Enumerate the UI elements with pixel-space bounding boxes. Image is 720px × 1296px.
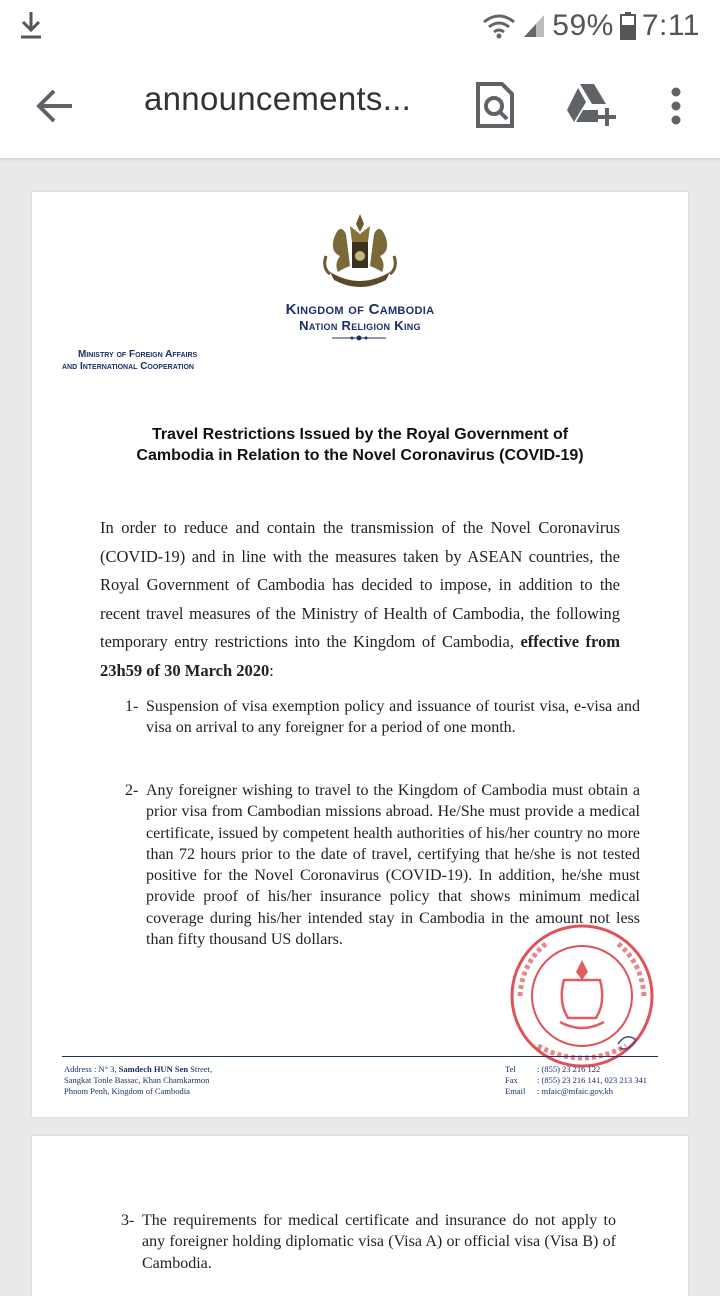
footer-contact [505, 1064, 647, 1097]
document-page-1 [32, 192, 688, 1117]
footer-divider [62, 1056, 658, 1057]
item-text: Suspension of visa exemption policy and issuance of tourist visa, e-visa and visa on arrival to any foreigner for a period of one month. [146, 698, 640, 737]
tel-value: : (855) 23 216 122 [537, 1064, 601, 1074]
item-text: The requirements for medical certificate and insurance do not apply to any foreigner holding diplomatic visa (Visa A) or official visa (Visa B) of Cambodia. [142, 1212, 616, 1272]
heading-line-1: Travel Restrictions Issued by the Royal Government of [151, 426, 569, 443]
battery-percent: 59% [552, 9, 614, 42]
intro-end: : [269, 660, 274, 680]
status-bar [0, 0, 720, 52]
heading-line-2: Cambodia in Relation to the Novel Coronavirus (COVID-19) [136, 447, 584, 464]
item-number: 3- [121, 1212, 135, 1229]
fax-label: Fax [505, 1075, 518, 1085]
document-page-2 [32, 1136, 688, 1296]
ministry-name [62, 349, 282, 373]
tel-label: Tel [505, 1064, 516, 1074]
email-value: : mfaic@mfaic.gov.kh [537, 1086, 613, 1096]
document-title: announcements... [144, 80, 412, 117]
address-line-3: Phnom Penh, Kingdom of Cambodia [64, 1086, 190, 1096]
battery-icon [620, 12, 636, 40]
wifi-icon [482, 13, 516, 39]
more-vert-icon[interactable] [664, 86, 688, 126]
email-label: Email [505, 1086, 526, 1096]
add-to-drive-icon[interactable] [566, 82, 616, 126]
footer-address [64, 1064, 212, 1097]
intro-paragraph [100, 514, 620, 685]
flourish-divider [330, 334, 388, 342]
address-suffix: Street, [188, 1064, 213, 1074]
item-number: 2- [125, 782, 139, 799]
fax-value: : (855) 23 216 141, 023 213 341 [537, 1075, 648, 1085]
address-line-2: Sangkat Tonle Bassac, Khan Chamkarmon [64, 1075, 210, 1085]
address-street: Samdech HUN Sen [118, 1064, 189, 1074]
restriction-item-1 [125, 696, 640, 739]
document-heading [92, 424, 628, 466]
effective-date: effective from 23h59 of 30 March 2020 [100, 632, 621, 680]
clock: 7:11 [641, 9, 700, 42]
royal-emblem-icon [320, 212, 400, 288]
signal-icon [522, 13, 546, 39]
ministry-line-1: Ministry of Foreign Affairs [78, 349, 198, 360]
address-prefix: Address : N° 3, [64, 1064, 119, 1074]
kingdom-motto: Nation Religion King [299, 318, 421, 333]
intro-text: In order to reduce and contain the transmission of the Novel Coronavirus (COVID-19) and in line with the measures taken by ASEAN countries, the Royal Government of Cambodia has decided to impose, in addition to the recent travel measures of the Ministry of Health of Cambodia, the following temporary entry restrictions into the Kingdom of Cambodia, [100, 518, 620, 651]
app-bar [0, 52, 720, 159]
kingdom-title: Kingdom of Cambodia [285, 301, 435, 318]
back-arrow-icon[interactable] [34, 86, 76, 126]
find-in-page-icon[interactable] [474, 82, 516, 128]
restriction-item-3 [121, 1210, 616, 1274]
official-seal-stamp [508, 922, 656, 1070]
item-number: 1- [125, 698, 139, 715]
ministry-line-2: and International Cooperation [62, 361, 194, 372]
download-arrow-icon [18, 10, 44, 40]
item-text: Any foreigner wishing to travel to the Kingdom of Cambodia must obtain a prior visa from Cambodian missions abroad. He/She must provide a medical certificate, issued by competent health authorities of his/her country no more than 72 hours prior to the date of travel, certifying that he/she is not tested positive for the Novel Coronavirus (COVID-19). In addition, he/she must provide proof of his/her insurance policy that shows minimum medical coverage during his/her intended stay in Cambodia in the amount not less than fifty thousand US dollars. [146, 782, 640, 949]
